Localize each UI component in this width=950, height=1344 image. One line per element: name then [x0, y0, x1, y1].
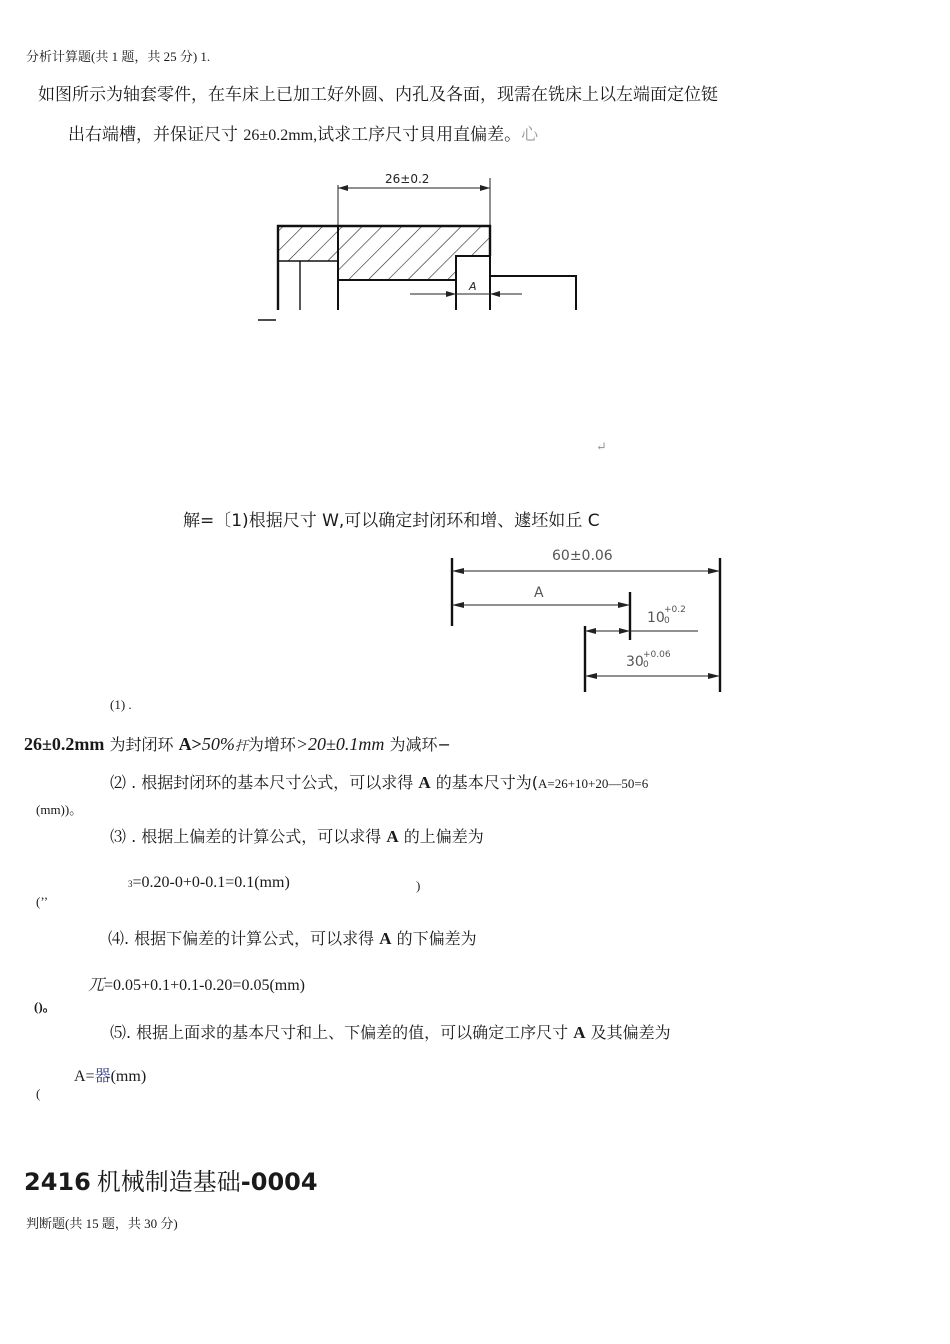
closed-ring-dim: 26±0.2mm [24, 734, 105, 754]
step3-var: A [386, 827, 399, 846]
question-text-e: 心 [521, 125, 539, 145]
step5-formula [74, 1063, 146, 1086]
dim-a-label: A [469, 280, 477, 293]
step2-line [110, 770, 648, 793]
step4-formula-main: =0.05+0.1+0.1-0.20=0.05(mm) [104, 977, 305, 994]
step1-text-b: 为封闭环 [104, 735, 179, 754]
step3-line [110, 824, 484, 847]
question-text-c: 试求工序尺寸 [317, 125, 420, 145]
dim-26-label: 26±0.2 [385, 172, 430, 186]
step5-mark: ( [36, 1086, 41, 1101]
step5-var: A [573, 1023, 586, 1042]
step4-mark: ()。 [34, 999, 56, 1014]
question-line-1: 如图所示为轴套零件，在车床上已加工好外圆、内孔及各面，现需在铣床上以左端面定位铤 [38, 85, 718, 105]
step1-label: (1) . [110, 697, 132, 712]
step2-var: A [418, 773, 431, 792]
step5-formula-b: 器 [94, 1068, 111, 1085]
step3-text-a: ⑶ . 根据上偏差的计算公式，可以求得 [110, 827, 387, 846]
step3-mark: (’’ [36, 894, 49, 909]
step4-line [108, 926, 477, 949]
step1-garbled: 扞 [234, 738, 248, 753]
step3-formula-main: =0.20-0+0-0.1=0.1(mm) [132, 874, 290, 891]
step4-text-c: 的下偏差为 [391, 929, 477, 948]
step5-text-a: ⑸. 根据上面求的基本尺寸和上、下偏差的值，可以确定工序尺寸 [110, 1023, 574, 1042]
question-text-d: 貝用直偏差。 [419, 125, 522, 145]
step3-text-c: 的上偏差为 [398, 827, 484, 846]
course-title: 机械制造基础 [90, 1170, 241, 1196]
dim-10-upper: +0.2 [664, 605, 686, 615]
step1-line [24, 732, 451, 755]
step5-text-c: 及其偏差为 [585, 1023, 671, 1042]
return-mark: ↵ [596, 440, 607, 455]
step3-paren: ) [416, 878, 421, 893]
step2-formula: A=26+10+20—50=6 [537, 776, 649, 791]
step1-text-f: 为增环 [247, 735, 296, 754]
dim-30-lower: 0 [643, 660, 649, 670]
dim-60-label: 60±0.06 [552, 548, 613, 564]
course-code: 2416 [24, 1168, 91, 1196]
dim-10-lower: 0 [664, 616, 670, 626]
section2-subtitle: 判断题(共 15 题，共 30 分) [26, 1216, 178, 1231]
step5-formula-a: A= [74, 1068, 95, 1085]
section2-heading [24, 1162, 318, 1197]
step4-formula [88, 972, 305, 995]
section-title: 分析计算题(共 1 题，共 25 分) 1. [26, 49, 211, 64]
step3-formula [128, 874, 290, 892]
step4-text-a: ⑷. 根据下偏差的计算公式，可以求得 [108, 929, 380, 948]
solution-intro: 解=〔1)根据尺寸 W,可以确定封闭环和增、遽坯如丘 C [183, 511, 600, 531]
question-text-a: 出右端槽，并保证尺寸 [68, 125, 244, 145]
step2-text-c: 的基本尺寸为( [430, 773, 538, 792]
dimension-chain-diagram [440, 540, 740, 700]
dim-30-upper: +0.06 [643, 650, 671, 660]
dim-30-label: 30 [626, 654, 644, 670]
dim-a-chain-label: A [534, 585, 544, 601]
step4-formula-sym: 兀 [88, 977, 105, 994]
question-line-2 [68, 120, 538, 145]
step2-text-a: ⑵ . 根据封闭环的基本尺寸公式，可以求得 [110, 773, 419, 792]
step1-var-a: A> [178, 734, 202, 754]
step2-result: (mm))。 [36, 802, 83, 817]
dim-10-label: 10 [647, 610, 665, 626]
step3-formula-sub: 3 [128, 879, 133, 889]
step1-pct: 50% [201, 734, 235, 754]
sleeve-part-drawing [250, 160, 590, 330]
step1-dim-20: >20±0.1mm [295, 734, 385, 754]
question-dimension: 26±0.2mm, [243, 127, 318, 144]
step1-text-h: 为减环− [384, 735, 451, 754]
step5-line [110, 1020, 671, 1043]
step5-formula-c: (mm) [110, 1068, 147, 1085]
step4-var: A [379, 929, 392, 948]
course-paper-code: -0004 [240, 1168, 318, 1196]
